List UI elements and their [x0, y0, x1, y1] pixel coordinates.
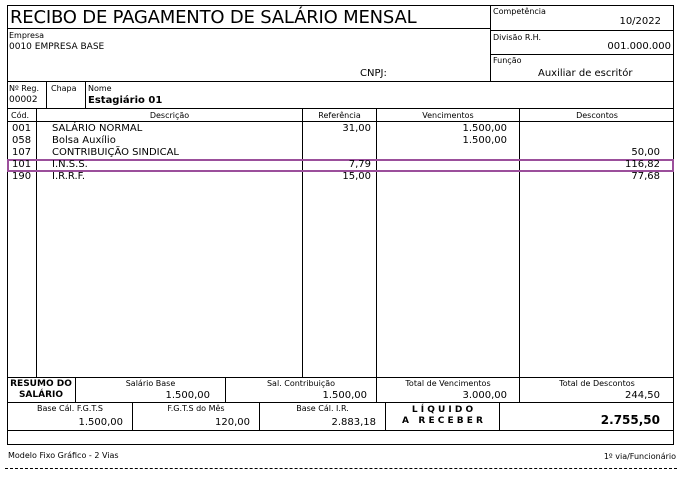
- liquido-label-line2: A R E C E B E R: [402, 416, 483, 426]
- footer-right: 1º via/Funcionário: [603, 452, 676, 461]
- footer-left: Modelo Fixo Gráfico - 2 Vias: [8, 451, 119, 460]
- col-divider-desc: [302, 108, 303, 378]
- fgts-mes-label: F.G.T.S do Mês: [167, 404, 225, 413]
- col-header-descricao: Descrição: [149, 111, 190, 120]
- divisao-divider: [490, 54, 674, 55]
- row-cod: 190: [12, 171, 32, 182]
- reg-divider: [46, 81, 47, 109]
- resumo-title-line2: SALÁRIO: [18, 390, 64, 400]
- competencia-value: 10/2022: [619, 16, 661, 27]
- salario-base-label: Salário Base: [125, 379, 176, 388]
- row-ref: 7,79: [348, 159, 371, 170]
- reg-value: 00002: [9, 95, 38, 105]
- row-desconto: 50,00: [631, 147, 660, 158]
- row-venc: 1.500,00: [462, 135, 507, 146]
- total-vencimentos-value: 3.000,00: [462, 390, 507, 401]
- col-header-descontos: Descontos: [576, 111, 618, 120]
- row-cod: 107: [12, 147, 32, 158]
- liquido-value: 2.755,50: [600, 413, 660, 427]
- funcao-value: Auxiliar de escritór: [538, 68, 633, 79]
- fgts-base-label: Base Cál. F.G.T.S: [37, 404, 103, 413]
- cnpj-label: CNPJ:: [360, 68, 387, 79]
- title-divider: [7, 28, 490, 29]
- divisao-value: 001.000.000: [607, 41, 671, 52]
- fgts-base-value: 1.500,00: [78, 417, 123, 428]
- chapa-divider: [85, 81, 86, 109]
- row-cod: 058: [12, 135, 32, 146]
- ir-base-label: Base Cál. I.R.: [296, 404, 349, 413]
- nome-label: Nome: [88, 84, 112, 93]
- total-descontos-value: 244,50: [625, 390, 660, 401]
- liquido-label-line1: L Í Q U I D O: [411, 405, 474, 415]
- divisao-label: Divisão R.H.: [493, 33, 542, 42]
- funcao-label: Função: [493, 56, 522, 65]
- nome-value: Estagiário 01: [88, 95, 163, 106]
- col-divider-cod: [36, 108, 37, 378]
- col-divider-ref: [376, 108, 377, 378]
- row-desc: SALÁRIO NORMAL: [52, 123, 143, 134]
- row-desc: CONTRIBUIÇÃO SINDICAL: [52, 147, 179, 158]
- row-highlight: [7, 159, 674, 172]
- total-descontos-label: Total de Descontos: [559, 379, 635, 388]
- sal-contribuicao-label: Sal. Contribuição: [266, 379, 336, 388]
- empresa-label: Empresa: [9, 31, 45, 40]
- row-desc: Bolsa Auxílio: [52, 135, 116, 146]
- row-desconto: 77,68: [631, 171, 660, 182]
- total-vencimentos-label: Total de Vencimentos: [405, 379, 491, 388]
- resumo-title-line1: RESUMO DO: [10, 379, 72, 389]
- col-header-vencimentos: Vencimentos: [422, 111, 474, 120]
- row-cod: 001: [12, 123, 32, 134]
- salario-base-value: 1.500,00: [165, 390, 210, 401]
- competencia-label: Competência: [493, 7, 546, 16]
- row-ref: 31,00: [342, 123, 371, 134]
- row-desc: I.N.S.S.: [52, 159, 88, 170]
- bottom-spacer-row: [7, 430, 674, 445]
- chapa-label: Chapa: [51, 84, 77, 93]
- row-ref: 15,00: [342, 171, 371, 182]
- col-divider-venc: [519, 108, 520, 378]
- bases-divider-4: [499, 402, 500, 431]
- col-header-cod: Cód.: [11, 111, 30, 120]
- competencia-divider: [490, 30, 674, 31]
- cut-line: [5, 468, 677, 469]
- row-cod: 101: [12, 159, 32, 170]
- row-desconto: 116,82: [625, 159, 660, 170]
- sal-contribuicao-value: 1.500,00: [322, 390, 367, 401]
- fgts-mes-value: 120,00: [215, 417, 250, 428]
- table-header-divider: [7, 121, 674, 122]
- col-header-referencia: Referência: [318, 111, 361, 120]
- header-divider: [490, 5, 491, 82]
- reg-label: Nº Reg.: [9, 84, 40, 93]
- row-venc: 1.500,00: [462, 123, 507, 134]
- empresa-value: 0010 EMPRESA BASE: [9, 42, 105, 52]
- row-desc: I.R.R.F.: [52, 171, 85, 182]
- ir-base-value: 2.883,18: [331, 417, 376, 428]
- document-title: RECIBO DE PAGAMENTO DE SALÁRIO MENSAL: [10, 7, 417, 28]
